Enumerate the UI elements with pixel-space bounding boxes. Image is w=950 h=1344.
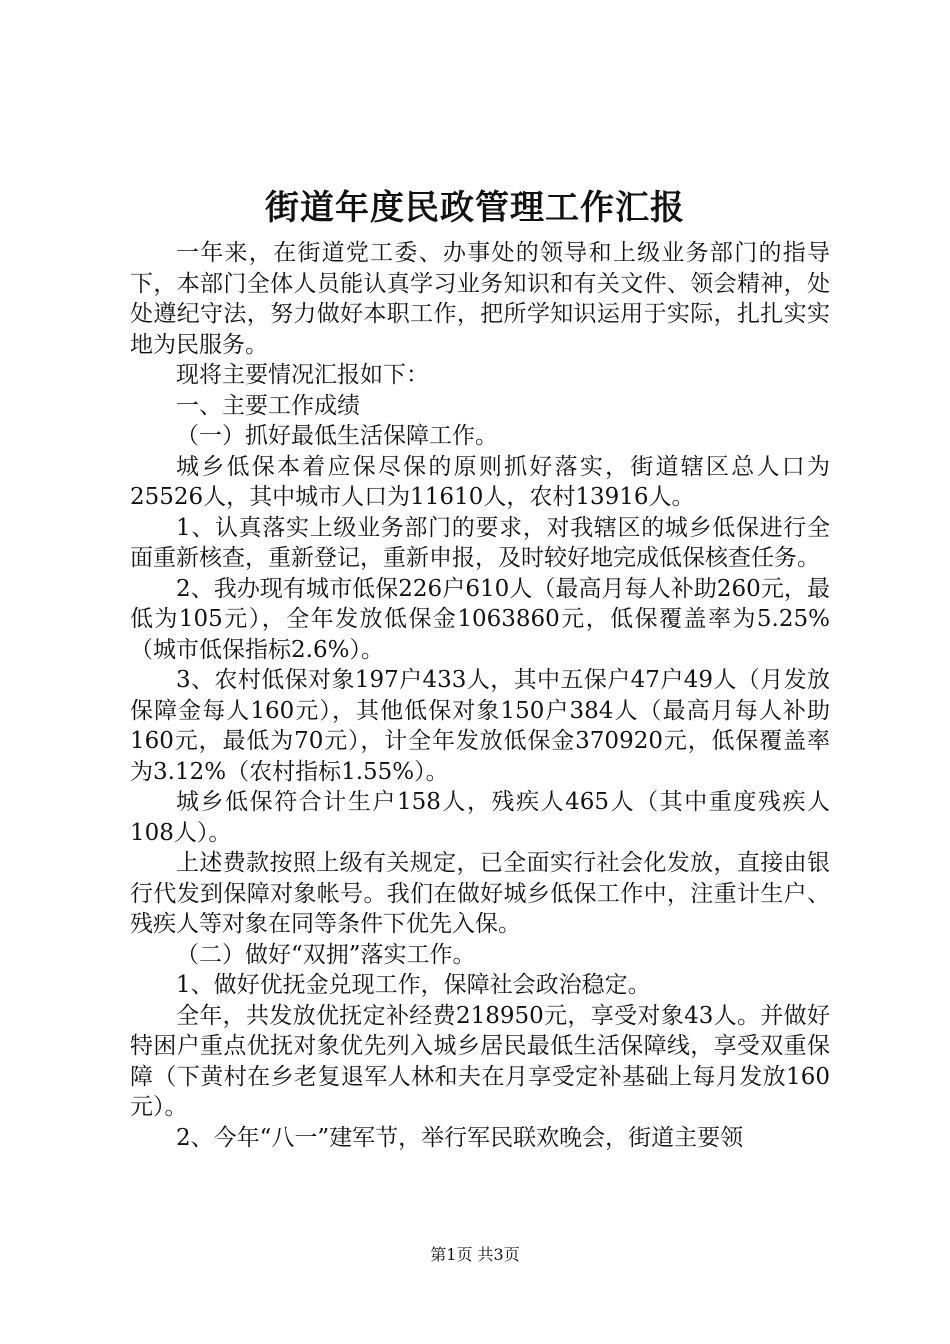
subsection-heading: （一）抓好最低生活保障工作。 <box>176 423 498 449</box>
section-heading: 一、主要工作成绩 <box>176 392 360 419</box>
document-body <box>130 238 830 1153</box>
paragraph: 1、做好优抚金兑现工作，保障社会政治稳定。 <box>176 972 651 998</box>
paragraph: 3、农村低保对象197户433人，其中五保户47户49人（月发放保障金每人160元），其他低保对象150户384人（最高月每人补助160元，最低为70元），计全年发放低保金370920元，低保覆盖率为3.12%（农村指标1.55%）。 <box>130 667 830 785</box>
paragraph: 2、我办现有城市低保226户610人（最高月每人补助260元，最低为105元），全年发放低保金1063860元，低保覆盖率为5.25%（城市低保指标2.6%）。 <box>130 575 830 663</box>
paragraph: 一年来，在街道党工委、办事处的领导和上级业务部门的指导下，本部门全体人员能认真学习业务知识和有关文件、领会精神，处处遵纪守法，努力做好本职工作，把所学知识运用于实际，扎扎实实地为民服务。 <box>130 240 830 358</box>
subsection-heading: （二）做好“双拥”落实工作。 <box>176 941 476 968</box>
paragraph: 1、认真落实上级业务部门的要求，对我辖区的城乡低保进行全面重新核查，重新登记，重新申报，及时较好地完成低保核查任务。 <box>130 514 830 571</box>
paragraph: 2、今年“八一”建军节，举行军民联欢晚会，街道主要领 <box>176 1124 744 1151</box>
paragraph: 现将主要情况汇报如下： <box>176 362 429 388</box>
page-number-footer: 第1页 共3页 <box>430 1245 520 1264</box>
paragraph: 城乡低保本着应保尽保的原则抓好落实，街道辖区总人口为25526人，其中城市人口为11610人，农村13916人。 <box>130 453 830 510</box>
paragraph: 城乡低保符合计生户158人，残疾人465人（其中重度残疾人108人）。 <box>130 789 830 846</box>
document-title: 街道年度民政管理工作汇报 <box>265 188 685 228</box>
paragraph: 全年，共发放优抚定补经费218950元，享受对象43人。并做好特困户重点优抚对象优先列入城乡居民最低生活保障线，享受双重保障（下黄村在乡老复退军人林和夫在月享受定补基础上每月发放160元）。 <box>130 1002 830 1120</box>
paragraph: 上述费款按照上级有关规定，已全面实行社会化发放，直接由银行代发到保障对象帐号。我们在做好城乡低保工作中，注重计生户、残疾人等对象在同等条件下优先入保。 <box>130 850 830 937</box>
